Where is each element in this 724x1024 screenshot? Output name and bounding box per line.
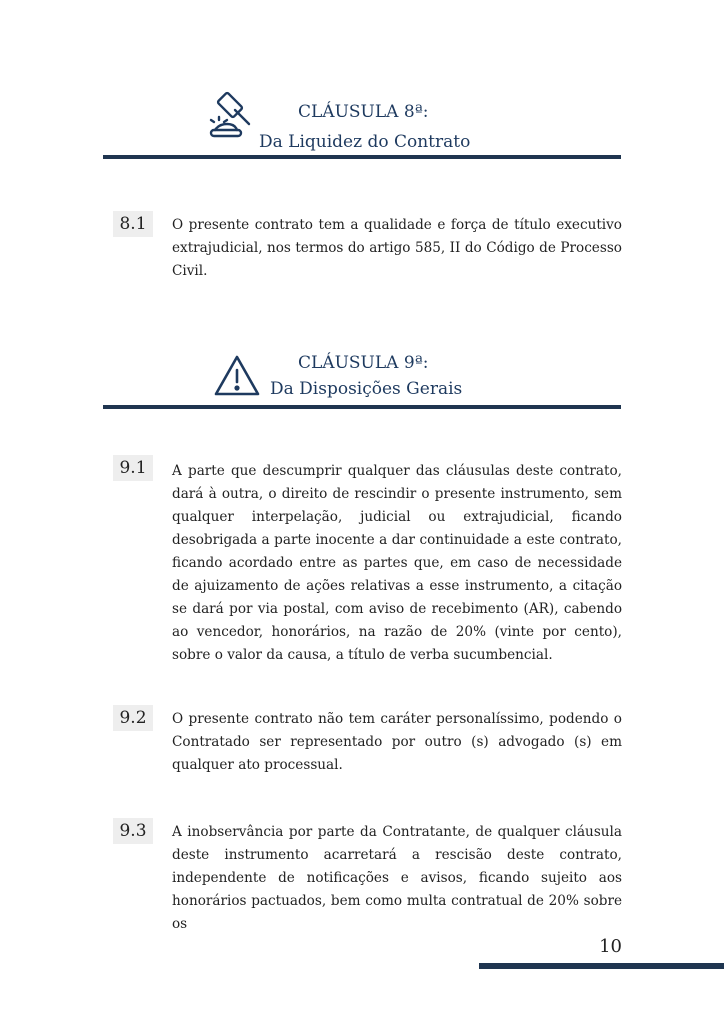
clause9-divider <box>103 405 621 409</box>
clause8-subtitle: Da Liquidez do Contrato <box>259 132 471 152</box>
item-text-9-1: A parte que descumprir qualquer das cláusulas deste contrato, dará à outra, o direito de rescindir o presente instrumento, sem qualquer interpelação, judicial ou extrajudicial, ficando desobrigada a parte inocente a dar continuidade a este contrato, ficando acordado entre as partes que, em caso de necessidade de ajuizamento de ações relativas a esse instrumento, a citação se dará por via postal, com aviso de recebimento (AR), cabendo ao vencedor, honorários, na razão de 20% (vinte por cento), sobre o valor da causa, a título de verba sucumbencial. <box>172 463 622 663</box>
item-number-9-2: 9.2 <box>113 705 153 731</box>
item-number-8-1: 8.1 <box>113 211 153 237</box>
warning-icon <box>212 351 262 401</box>
page-number: 10 <box>599 936 622 957</box>
item-number-9-1: 9.1 <box>113 455 153 481</box>
item-text-9-3: A inobservância por parte da Contratante, de qualquer cláusula deste instrumento acarretará a rescisão deste contrato, independente de notificações e avisos, ficando sujeito aos honorários pactuados, bem como multa contratual de 20% sobre os <box>172 824 622 932</box>
clause8-divider <box>103 155 621 159</box>
clause9-title: CLÁUSULA 9ª: <box>298 353 429 373</box>
footer-bar <box>479 963 724 969</box>
item-number-9-3: 9.3 <box>113 818 153 844</box>
gavel-icon <box>205 90 255 140</box>
item-text-8-1: O presente contrato tem a qualidade e força de título executivo extrajudicial, nos termos do artigo 585, II do Código de Processo Civil. <box>172 217 622 279</box>
item-text-9-2: O presente contrato não tem caráter personalíssimo, podendo o Contratado ser representado por outro (s) advogado (s) em qualquer ato processual. <box>172 711 622 773</box>
clause8-title: CLÁUSULA 8ª: <box>298 102 429 122</box>
clause8-header <box>0 88 724 158</box>
clause9-subtitle: Da Disposições Gerais <box>270 379 463 399</box>
